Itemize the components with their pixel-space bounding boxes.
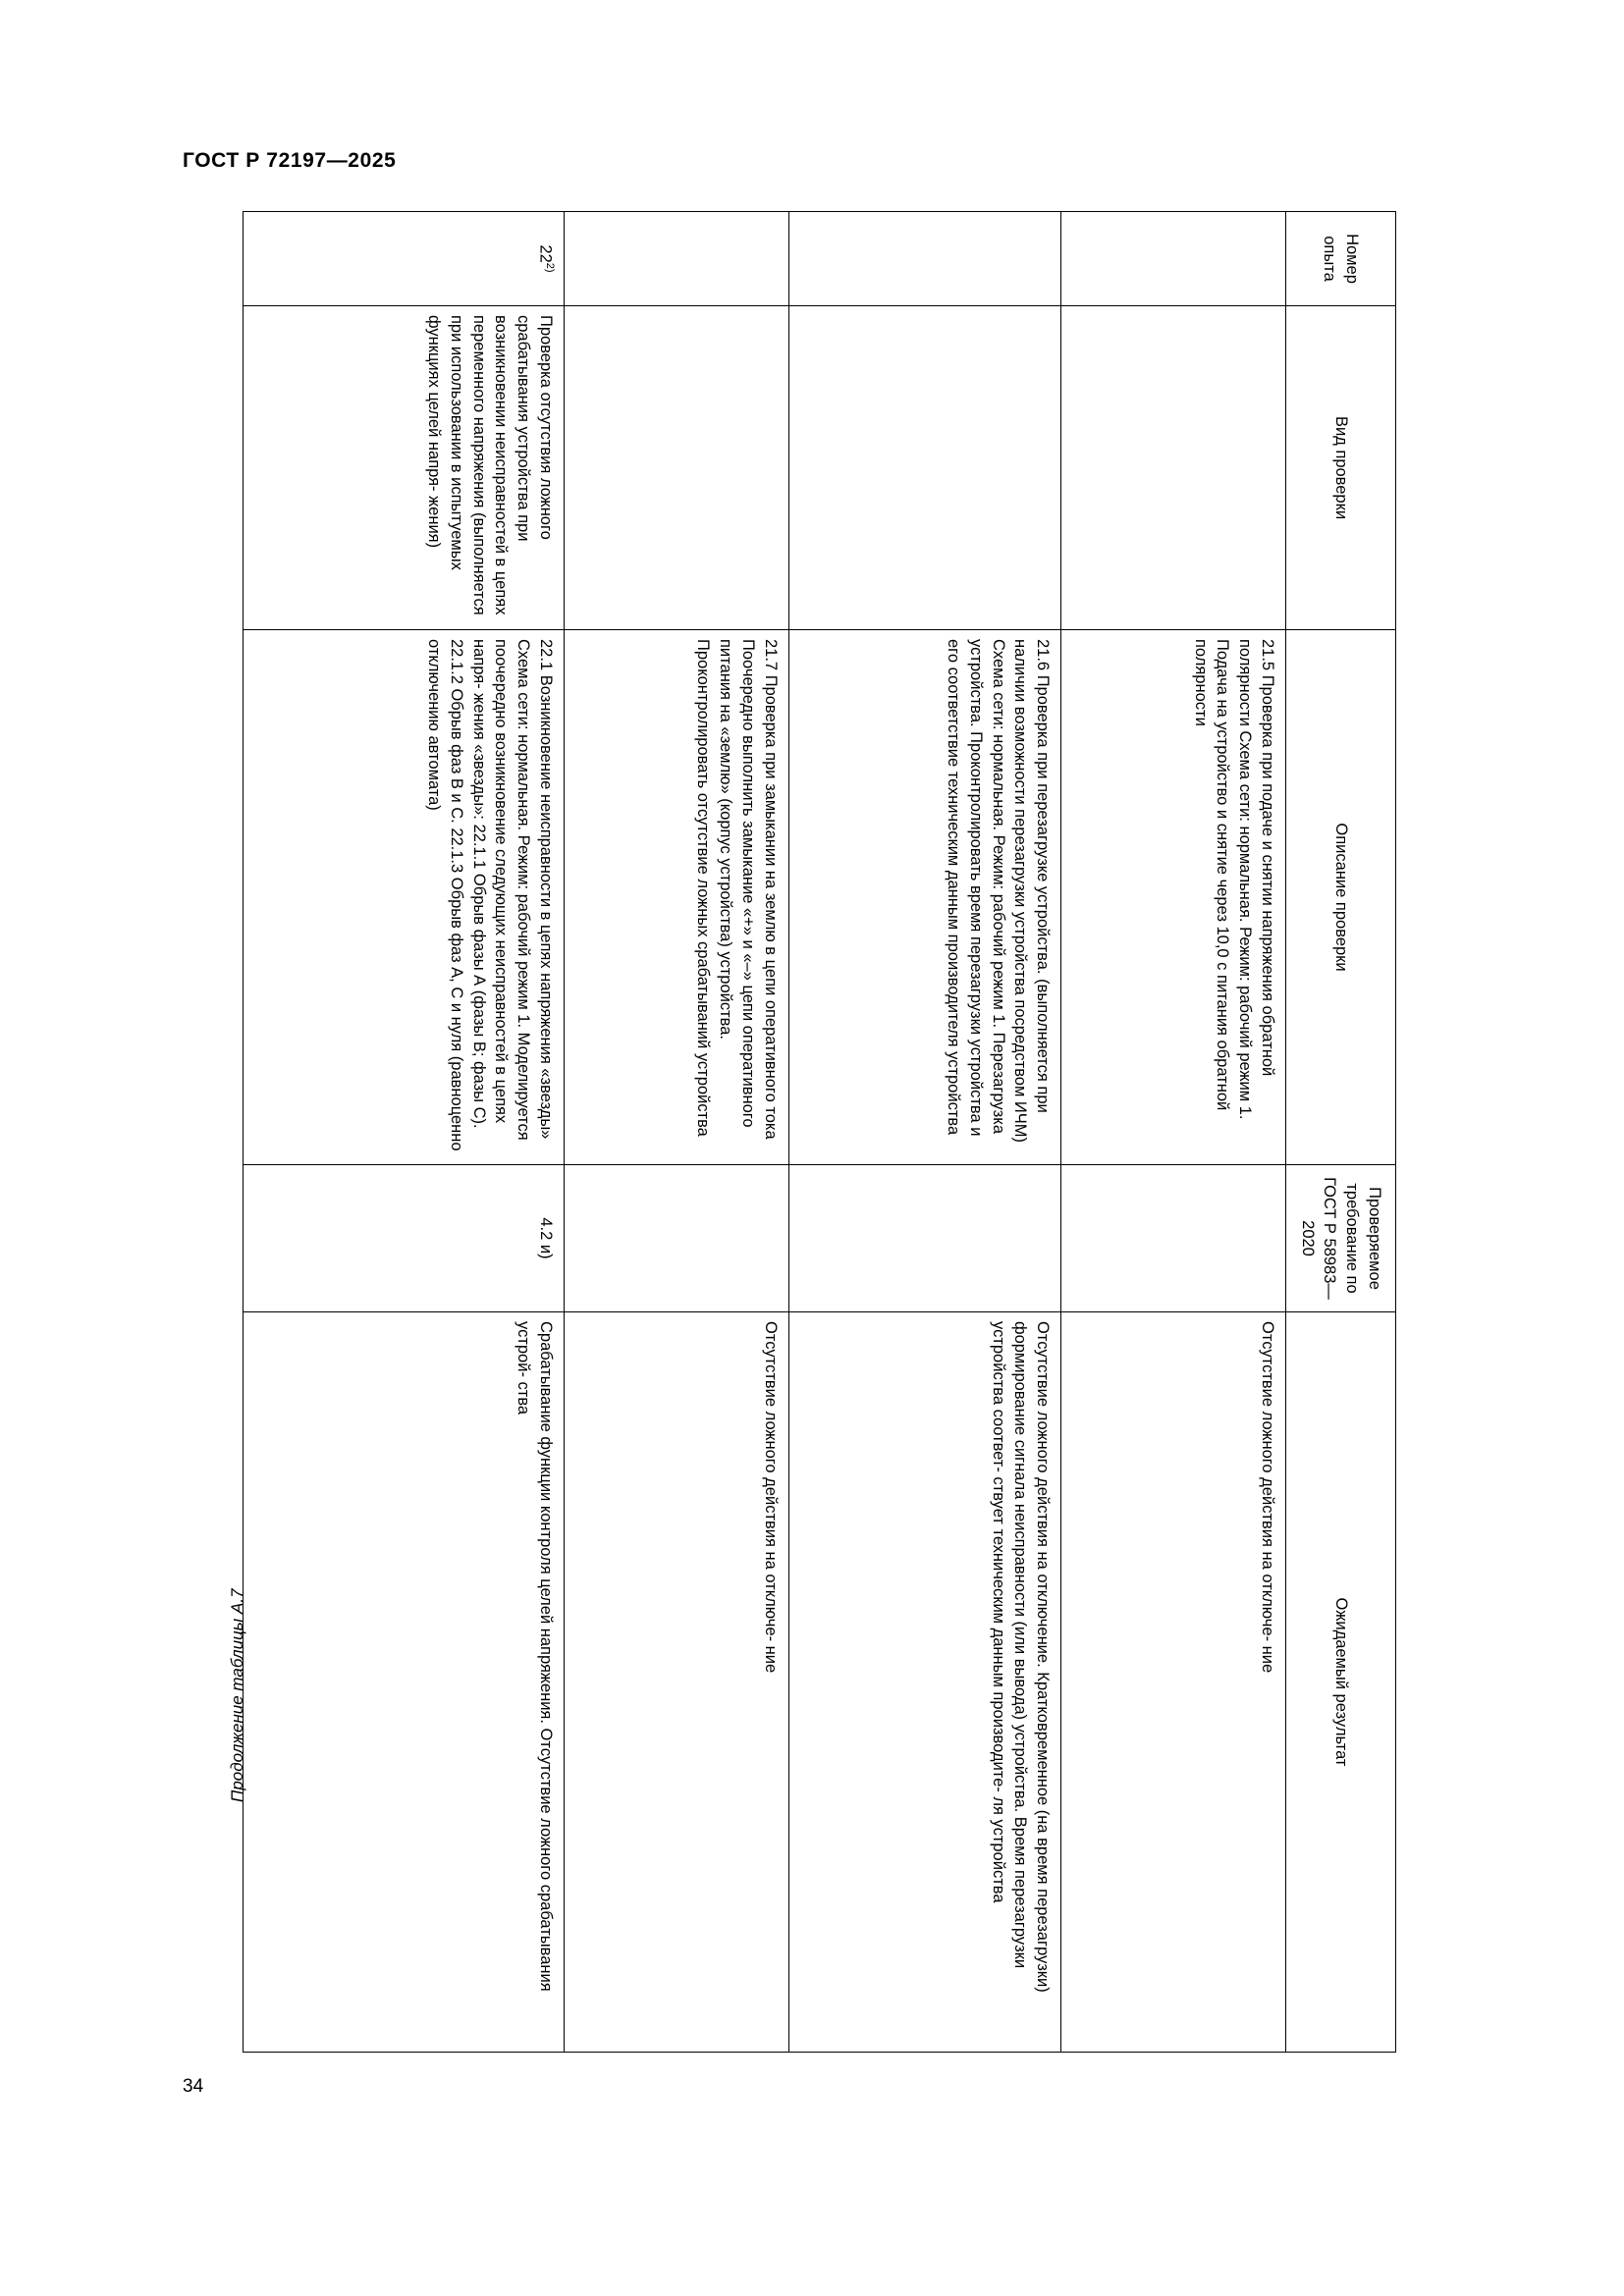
cell-result: Отсутствие ложного действия на отключе- ние xyxy=(1061,1312,1286,2053)
column-header-kind: Вид проверки xyxy=(1285,306,1395,630)
cell-description: 22.1 Возникновение неисправности в цепях напряжения «звезды» Схема сети: нормальная. Режим: рабочий режим 1. Моделируется поочередно возникновение следующих неисправностей в цепях напря- жения «звезды»: 22.1.1 Обрыв фазы А (фазы В; фазы С). 22.1.2 Обрыв фаз В и С. 22.1.3 Обрыв фаз А, С и нуля (равноценно отключению автомата) xyxy=(244,630,565,1165)
cell-number xyxy=(564,212,788,306)
table-row xyxy=(244,212,565,2053)
cell-description: 21.6 Проверка при перезагрузке устройства. (выполняется при наличии возможности перезагрузки устройства посредством ИЧМ) Схема сети: нормальная. Режим: рабочий режим 1. Перезагрузка устройства. Проконтролировать время перезагрузки устройства и его соответствие техническим данным производителя устройства xyxy=(788,630,1061,1165)
cell-kind: Проверка отсутствия ложного срабатывания устройства при возникновении неисправностей в цепях переменного напряжения (выполняется при использовании в испытуемых функциях целей напря- жения) xyxy=(244,306,565,630)
page-number: 34 xyxy=(183,2076,204,2097)
table-row xyxy=(564,212,788,2053)
column-header-number: Номер опыта xyxy=(1285,212,1395,306)
column-header-requirement: Проверяемое требование по ГОСТ Р 58983—2020 xyxy=(1285,1165,1395,1312)
cell-kind xyxy=(788,306,1061,630)
table-row xyxy=(1061,212,1286,2053)
cell-requirement xyxy=(788,1165,1061,1312)
cell-number xyxy=(244,212,565,306)
cell-requirement xyxy=(1061,1165,1286,1312)
table-continuation-label: Продолжение таблицы А.7 xyxy=(228,1588,246,1802)
cell-kind xyxy=(1061,306,1286,630)
table-header-row xyxy=(1285,212,1395,2053)
cell-description: 21.7 Проверка при замыкании на землю в цепи оперативного тока Поочередно выполнить замыкание «+» и «–» цепи оперативного питания на «землю» (корпус устройства) устройства. Проконтролировать отсутствие ложных срабатываний устройства xyxy=(564,630,788,1165)
cell-requirement xyxy=(564,1165,788,1312)
cell-requirement: 4.2 и) xyxy=(244,1165,565,1312)
rotated-table-container xyxy=(243,211,1396,2052)
column-header-result: Ожидаемый результат xyxy=(1285,1312,1395,2053)
cell-result: Срабатывание функции контроля целей напряжения. Отсутствие ложного срабатывания устрой- ства xyxy=(244,1312,565,2053)
cell-description: 21.5 Проверка при подаче и снятии напряжения обратной полярности Схема сети: нормальная. Режим: рабочий режим 1. Подача на устройство и снятие через 10,0 с питания обратной полярности xyxy=(1061,630,1286,1165)
cell-result: Отсутствие ложного действия на отключе- ние xyxy=(564,1312,788,2053)
table-row xyxy=(788,212,1061,2053)
cell-number-value: 22 xyxy=(536,244,555,263)
cell-result: Отсутствие ложного действия на отключение. Кратковременное (на время перезагрузки) формирование сигнала неисправности (или вывода) устройства. Время перезагрузки устройства соответ- ствует техническим данным производите- ля устройства xyxy=(788,1312,1061,2053)
cell-kind xyxy=(564,306,788,630)
cell-number-footnote-marker: 2) xyxy=(543,262,556,273)
column-header-description: Описание проверки xyxy=(1285,630,1395,1165)
cell-number xyxy=(1061,212,1286,306)
cell-number xyxy=(788,212,1061,306)
test-procedure-table xyxy=(243,211,1396,2053)
standard-number-header: ГОСТ Р 72197—2025 xyxy=(183,149,397,172)
